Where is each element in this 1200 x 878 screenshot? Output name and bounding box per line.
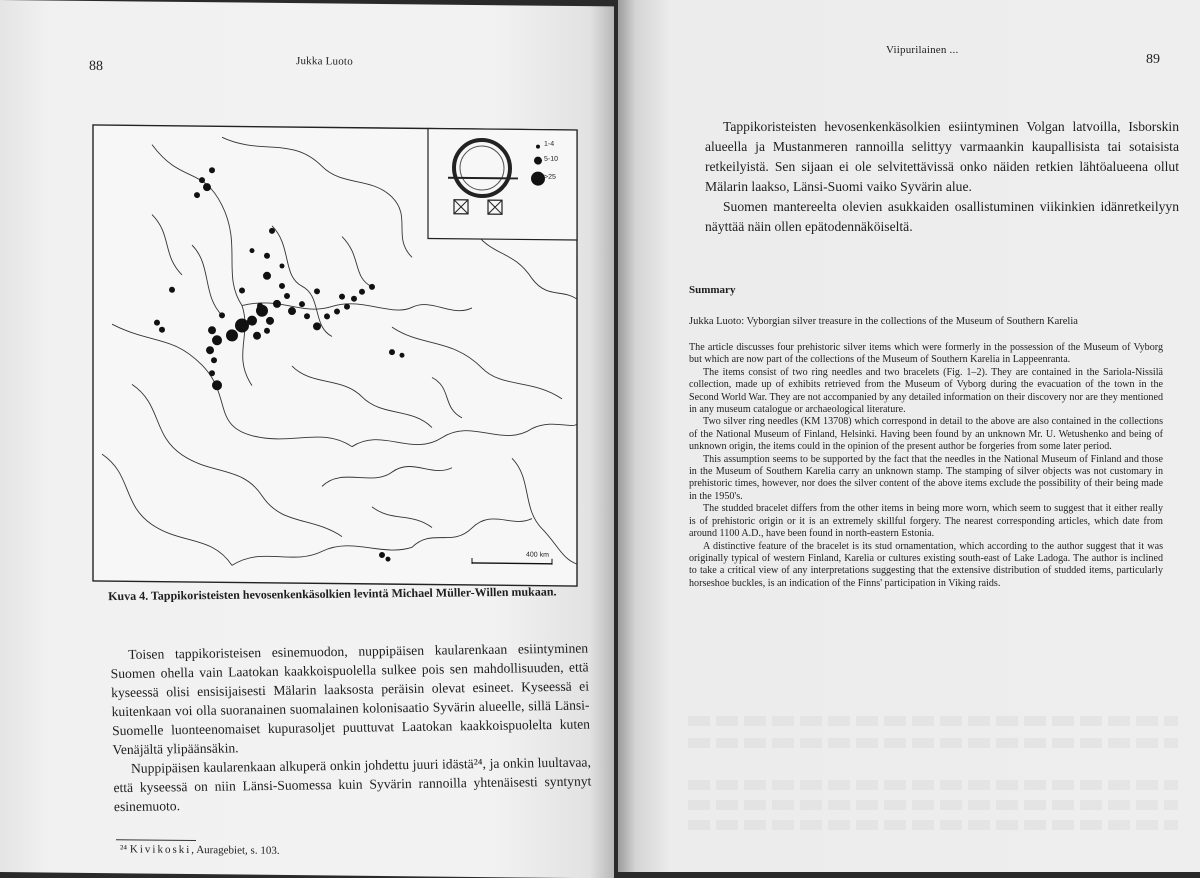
map-illustration [92, 124, 578, 589]
footnote-author: Kivikoski [129, 843, 192, 857]
running-head-right: Viipurilainen ... [886, 44, 959, 56]
summary-paragraph: This assumption seems to be supported by the fact that the needles in the National Museum of Finland and those in the Museum of Southern Karelia carry an unknown stamp. The stamping of silver objects was not customary in prehistoric times, however, nor does the silver content of the above items exclude the possibility of their being made in the 1950's. [689, 453, 1163, 502]
paragraph: Toisen tappikoristeisen esinemuodon, nuppipäisen kaularenkaan esiintyminen Suomen ohella vain Laatokan kaakkoispuolella sulkee pois sen mahdollisuuden, että kyseessä olisi ensisijaisesti Mälarin laaksosta peräisin olevat esineet. Kyseessä ei kuitenkaan voi olla suoranainen suomalainen kolonisaatio Syvärin alueelle, sillä Länsi-Suomelle luonteenomaiset kupurasoljet puuttuvat Laatokan kaakkoispuolelta kuten Venäjältä ylipäänsäkin. [110, 640, 591, 758]
summary-heading: Summary [689, 284, 736, 296]
summary-subtitle: Jukka Luoto: Vyborgian silver treasure in the collections of the Museum of Southern Karelia [689, 316, 1078, 327]
paragraph: Nuppipäisen kaularenkaan alkuperä onkin johdettu juuri idästä²⁴, ja onkin luultavaa, että kyseessä on niin Länsi-Suomessa kuin Syvärin rannoilla yhtenäisesti syntynyt esinemuoto. [113, 754, 592, 815]
page-number-left: 88 [89, 58, 103, 75]
scale-bar-label: 400 km [526, 551, 549, 559]
summary-paragraph: A distinctive feature of the bracelet is its stud ornamentation, which according to the author suggest that it was originally typical of western Finland, Karelia or cultures existing south-east of Lake Ladoga. The author is inclined to take a critical view of any interpretations suggesting that the extensive distribution of studded items, particularly horseshoe buckles, is an indication of the Finns' participation in Viking raids. [689, 540, 1163, 589]
figure-caption: Kuva 4. Tappikoristeisten hevosenkenkäsolkien levintä Michael Müller-Willen mukaan. [108, 584, 557, 604]
footnote-marker: ²⁴ [120, 843, 128, 856]
summary-body [689, 342, 1163, 590]
right-body-text [705, 117, 1179, 237]
left-body-text [110, 638, 592, 816]
right-page [618, 0, 1200, 872]
running-head-left: Jukka Luoto [296, 55, 353, 68]
paragraph: Tappikoristeisten hevosenkenkäsolkien esiintyminen Volgan latvoilla, Isborskin alueella ja Mustanmeren rannoilla selittyy varmaankin kaupallisista tai sotaisista retkeilyistä. Sen sijaan ei ole selvitettävissä onko näiden retkien lähtöalueena ollut Mälarin laakso, Länsi-Suomi vaiko Syvärin alue. [705, 119, 1179, 194]
bleed-through-shadow [688, 800, 1178, 810]
bleed-through-shadow [688, 716, 1178, 726]
summary-paragraph: The article discusses four prehistoric silver items which were formerly in the possession of the Museum of Vyborg but which are now part of the collections of the Museum of Southern Karelia in Lappeenranta. [689, 342, 1163, 366]
distribution-map-figure [92, 124, 578, 589]
summary-paragraph: Two silver ring needles (KM 13708) which correspond in detail to the above are also contained in the collections of the National Museum of Finland, Helsinki. Having been found by an unknown Mr. U. Wetushenko and being of unknown origin, the items could in the opinion of the present author be forgeries from some later period. [689, 416, 1163, 453]
paragraph: Suomen mantereelta olevien asukkaiden osallistuminen viikinkien idänretkeilyyn näyttää näin ollen epätodennäköiseltä. [705, 199, 1179, 234]
footnote-rule [116, 839, 196, 841]
legend-label-small: 1-4 [544, 140, 555, 148]
summary-paragraph: The studded bracelet differs from the other items in being more worn, which seem to suggest that it either really is of prehistoric origin or it is an extremely skillful forgery. The nearest corresponding articles, which date from around 1100 A.D., have been found in north-eastern Estonia. [689, 503, 1163, 540]
summary-paragraph: The items consist of two ring needles and two bracelets (Fig. 1–2). They are contained in the Sariola-Nissilä collection, made up of exhibits retrieved from the Museum of Vyborg during the evacuation of the town in the Second World War. They are not accompanied by any detailed information on their discovery nor are they mentioned in any museum catalogue or archaeological literature. [689, 366, 1163, 416]
bleed-through-shadow [688, 820, 1178, 830]
footnote-reference: , Auragebiet, s. 103. [191, 844, 280, 857]
bleed-through-shadow [688, 738, 1178, 748]
bleed-through-shadow [688, 780, 1178, 790]
legend-label-medium: 5-10 [544, 155, 559, 163]
page-number-right: 89 [1146, 52, 1160, 67]
footnote [120, 843, 280, 857]
legend-label-large: >25 [544, 173, 556, 181]
